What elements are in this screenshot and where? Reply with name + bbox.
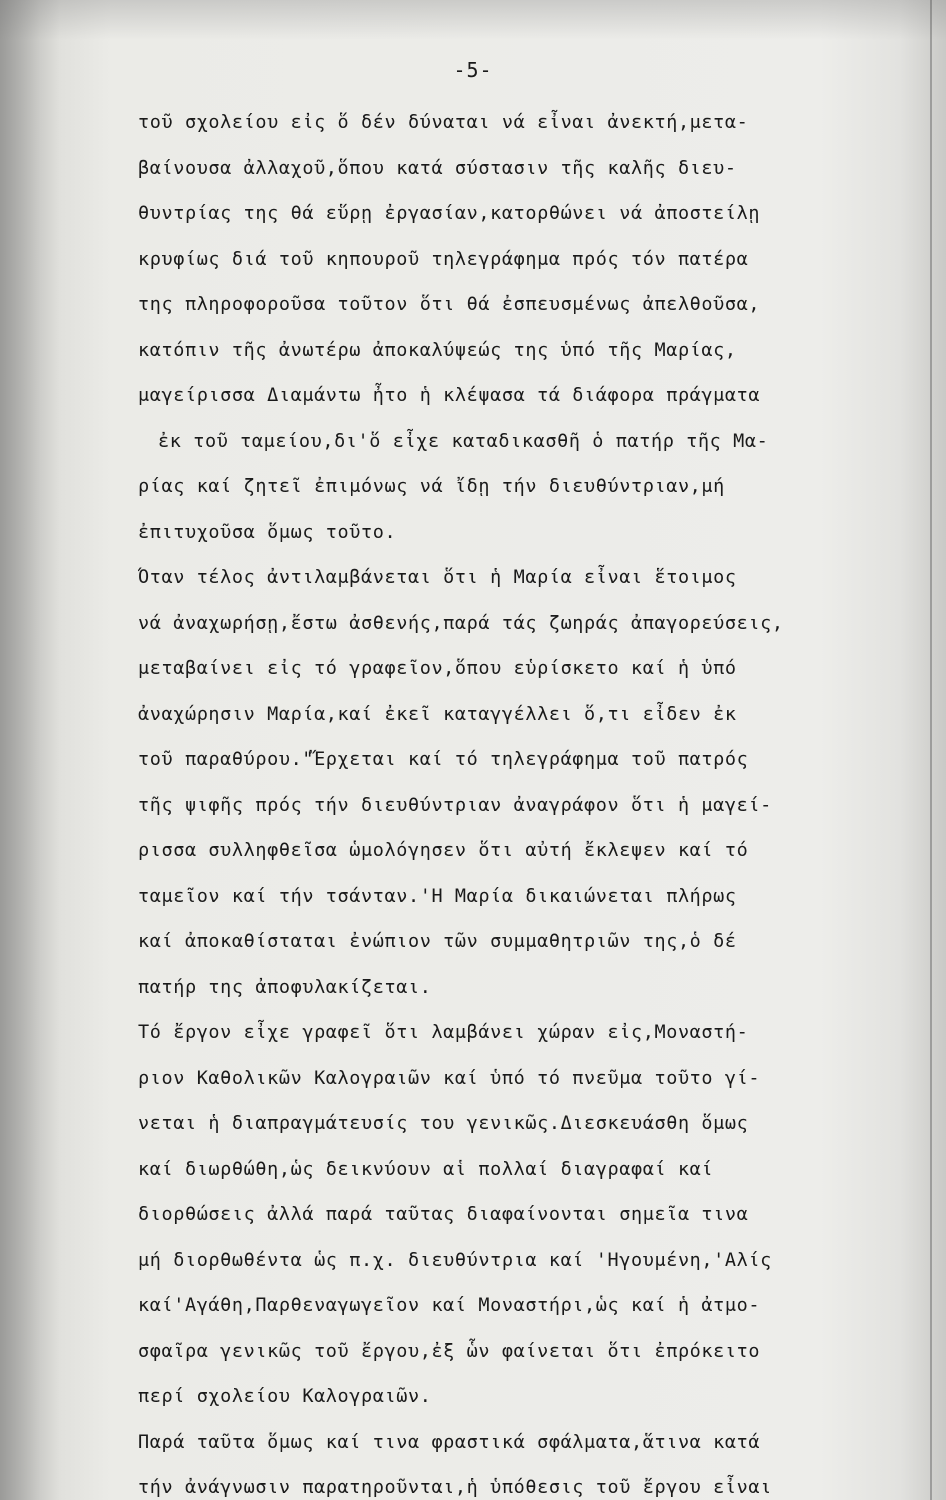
text-line: Τό ἔργον εἶχε γραφεῖ ὅτι λαμβάνει χώραν εἰς,Μοναστή- [138, 1022, 749, 1043]
text-line: πατήρ της ἀποφυλακίζεται. [138, 976, 432, 998]
text-line: της πληροφοροῦσα τοῦτον ὅτι θά ἐσπευσμένως ἀπελθοῦσα, [138, 294, 761, 315]
text-line: βαίνουσα ἀλλαχοῦ,ὅπου κατά σύστασιν τῆς καλῆς διευ- [138, 157, 737, 179]
text-line: τῆς ψιφῆς πρός τήν διευθύντριαν ἀναγράφον ὅτι ἡ μαγεί- [138, 794, 772, 816]
text-line: ἐκ τοῦ ταμείου,δι'ὅ εἶχε καταδικασθῆ ὁ πατήρ τῆς Μα- [158, 430, 769, 452]
text-line: σφαῖρα γενικῶς τοῦ ἔργου,ἐξ ὧν φαίνεται ὅτι ἐπρόκειτο [138, 1340, 761, 1362]
text-line: τήν ἀνάγνωσιν παρατηροῦνται,ἡ ὑπόθεσις τοῦ ἔργου εἶναι [138, 1477, 772, 1498]
text-line: καί'Αγάθη,Παρθεναγωγεῖον καί Μοναστήρι,ὡς καί ἡ ἀτμο- [138, 1295, 761, 1316]
page-number: -5- [453, 58, 493, 82]
text-line: θυντρίας της θά εὕρῃ ἐργασίαν,κατορθώνει νά ἀποστείλῃ [138, 203, 761, 224]
text-line: ριον Καθολικῶν Καλογραιῶν καί ὑπό τό πνεῦμα τοῦτο γί- [138, 1067, 761, 1089]
text-line: περί σχολείου Καλογραιῶν. [138, 1386, 432, 1407]
typewritten-body [138, 100, 898, 1500]
text-line: καί ἀποκαθίσταται ἐνώπιον τῶν συμμαθητριῶν της,ὁ δέ [138, 931, 737, 952]
text-line: καί διωρθώθη,ὡς δεικνύουν αἱ πολλαί διαγραφαί καί [138, 1158, 714, 1180]
text-line: μή διορθωθέντα ὡς π.χ. διευθύντρια καί 'Ηγουμένη,'Αλίς [138, 1249, 772, 1271]
text-line: κρυφίως διά τοῦ κηπουροῦ τηλεγράφημα πρός τόν πατέρα [138, 248, 749, 270]
text-line: νά ἀναχωρήσῃ,ἔστω ἀσθενής,παρά τάς ζωηράς ἀπαγορεύσεις, [138, 612, 784, 634]
text-line: νεται ἡ διαπραγμάτευσίς του γενικῶς.Διεσκευάσθη ὅμως [138, 1113, 749, 1134]
scan-left-shadow [0, 0, 60, 1500]
text-line: μεταβαίνει εἰς τό γραφεῖον,ὅπου εὑρίσκετο καί ἡ ὑπό [138, 658, 737, 679]
text-line: ρίας καί ζητεῖ ἐπιμόνως νά ἴδῃ τήν διευθύντριαν,μή [138, 476, 725, 497]
text-line: ταμεῖον καί τήν τσάνταν.'Η Μαρία δικαιώνεται πλήρως [138, 885, 737, 907]
text-line: κατόπιν τῆς ἀνωτέρω ἀποκαλύψεώς της ὑπό τῆς Μαρίας, [138, 339, 737, 361]
text-line: μαγείρισσα Διαμάντω ἦτο ἡ κλέψασα τά διάφορα πράγματα [138, 385, 761, 406]
text-line: ρισσα συλληφθεῖσα ὡμολόγησεν ὅτι αὐτή ἔκλεψεν καί τό [138, 840, 749, 861]
scan-right-edge [930, 0, 932, 1500]
text-line: διορθώσεις ἀλλά παρά ταῦτας διαφαίνονται σημεῖα τινα [138, 1204, 749, 1225]
text-line: ἀναχώρησιν Μαρία,καί ἐκεῖ καταγγέλλει ὅ,τι εἶδεν ἐκ [138, 703, 737, 725]
text-line: τοῦ παραθύρου."Ἔρχεται καί τό τηλεγράφημα τοῦ πατρός [138, 749, 749, 770]
scan-top-shadow [0, 0, 946, 40]
text-line: ἐπιτυχοῦσα ὅμως τοῦτο. [138, 521, 397, 543]
text-line: τοῦ σχολείου εἰς ὅ δέν δύναται νά εἶναι ἀνεκτή,μετα- [138, 112, 749, 133]
text-line: Ὅταν τέλος ἀντιλαμβάνεται ὅτι ἡ Μαρία εἶναι ἕτοιμος [138, 567, 737, 588]
text-line: Παρά ταῦτα ὅμως καί τινα φραστικά σφάλματα,ἅτινα κατά [138, 1431, 761, 1453]
